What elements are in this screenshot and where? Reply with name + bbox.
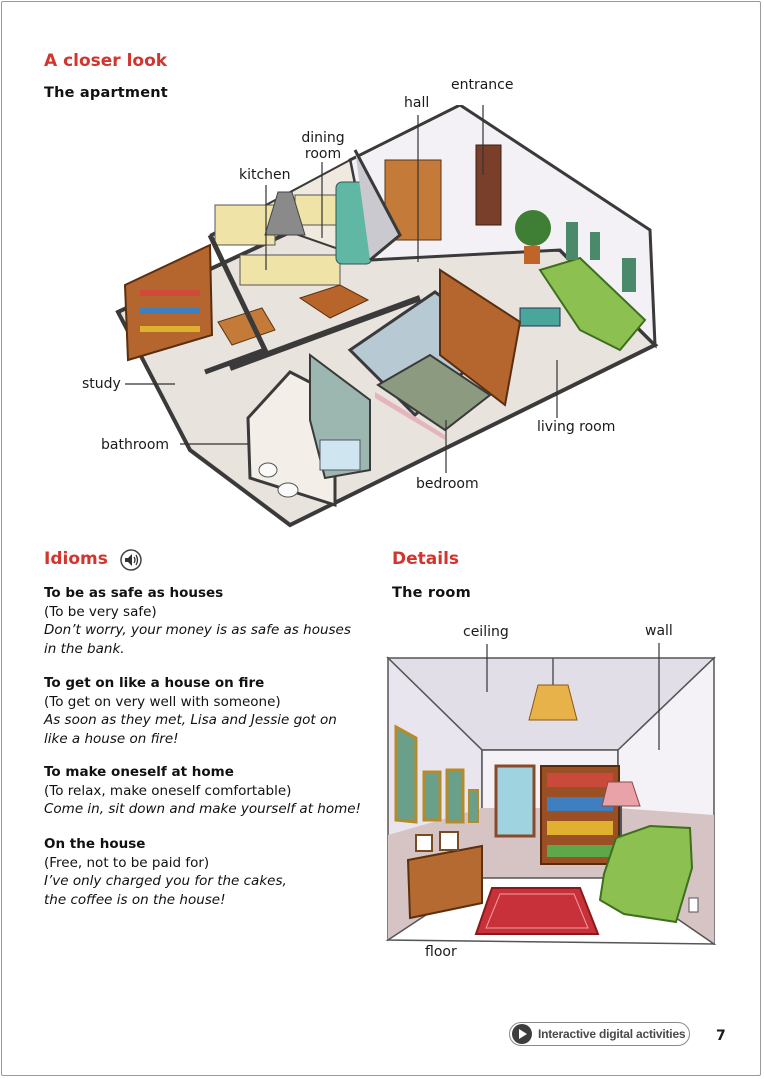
idiom-phrase: To make oneself at home: [44, 764, 234, 780]
idiom-example: As soon as they met, Lisa and Jessie got on like a house on fire!: [44, 712, 337, 747]
speaker-icon[interactable]: [120, 549, 142, 571]
idiom-meaning: (Free, not to be paid for): [44, 854, 210, 871]
label-kitchen: kitchen: [239, 167, 291, 183]
label-living-room: living room: [537, 419, 616, 435]
label-dining-room: dining room: [301, 130, 345, 162]
label-entrance: entrance: [451, 77, 514, 93]
label-bedroom: bedroom: [416, 476, 479, 492]
idiom-meaning: (To relax, make oneself comfortable): [44, 782, 292, 799]
idiom-phrase: To be as safe as houses: [44, 585, 224, 601]
label-bathroom: bathroom: [101, 437, 170, 453]
label-wall: wall: [645, 623, 673, 639]
idiom-example: I’ve only charged you for the cakes, the coffee is on the house!: [44, 873, 287, 908]
section-title-closer-look: A closer look: [44, 51, 168, 71]
idiom-phrase: To get on like a house on fire: [44, 675, 265, 691]
label-study: study: [82, 376, 121, 392]
section-title-details: Details: [392, 549, 460, 569]
idiom-example: Don’t worry, your money is as safe as houses in the bank.: [44, 622, 351, 657]
page-number: 7: [716, 1028, 726, 1044]
idiom-2: [44, 674, 364, 748]
play-icon: [512, 1024, 532, 1044]
section-title-idioms: Idioms: [44, 549, 108, 569]
room-illustration: [385, 640, 717, 945]
apartment-illustration: [110, 105, 670, 535]
idiom-4: [44, 835, 364, 909]
idiom-meaning: (To be very safe): [44, 603, 157, 620]
subtitle-room: The room: [392, 585, 471, 601]
label-ceiling: ceiling: [463, 624, 509, 640]
idiom-1: [44, 584, 364, 658]
label-hall: hall: [404, 95, 430, 111]
idiom-example: Come in, sit down and make yourself at home!: [44, 801, 361, 817]
subtitle-apartment: The apartment: [44, 85, 168, 101]
idiom-meaning: (To get on very well with someone): [44, 693, 281, 710]
label-floor: floor: [425, 944, 457, 960]
interactive-digital-activities-button[interactable]: [509, 1022, 690, 1046]
idiom-3: [44, 763, 364, 819]
idiom-phrase: On the house: [44, 836, 146, 852]
digital-activities-label: Interactive digital activities: [538, 1027, 686, 1041]
